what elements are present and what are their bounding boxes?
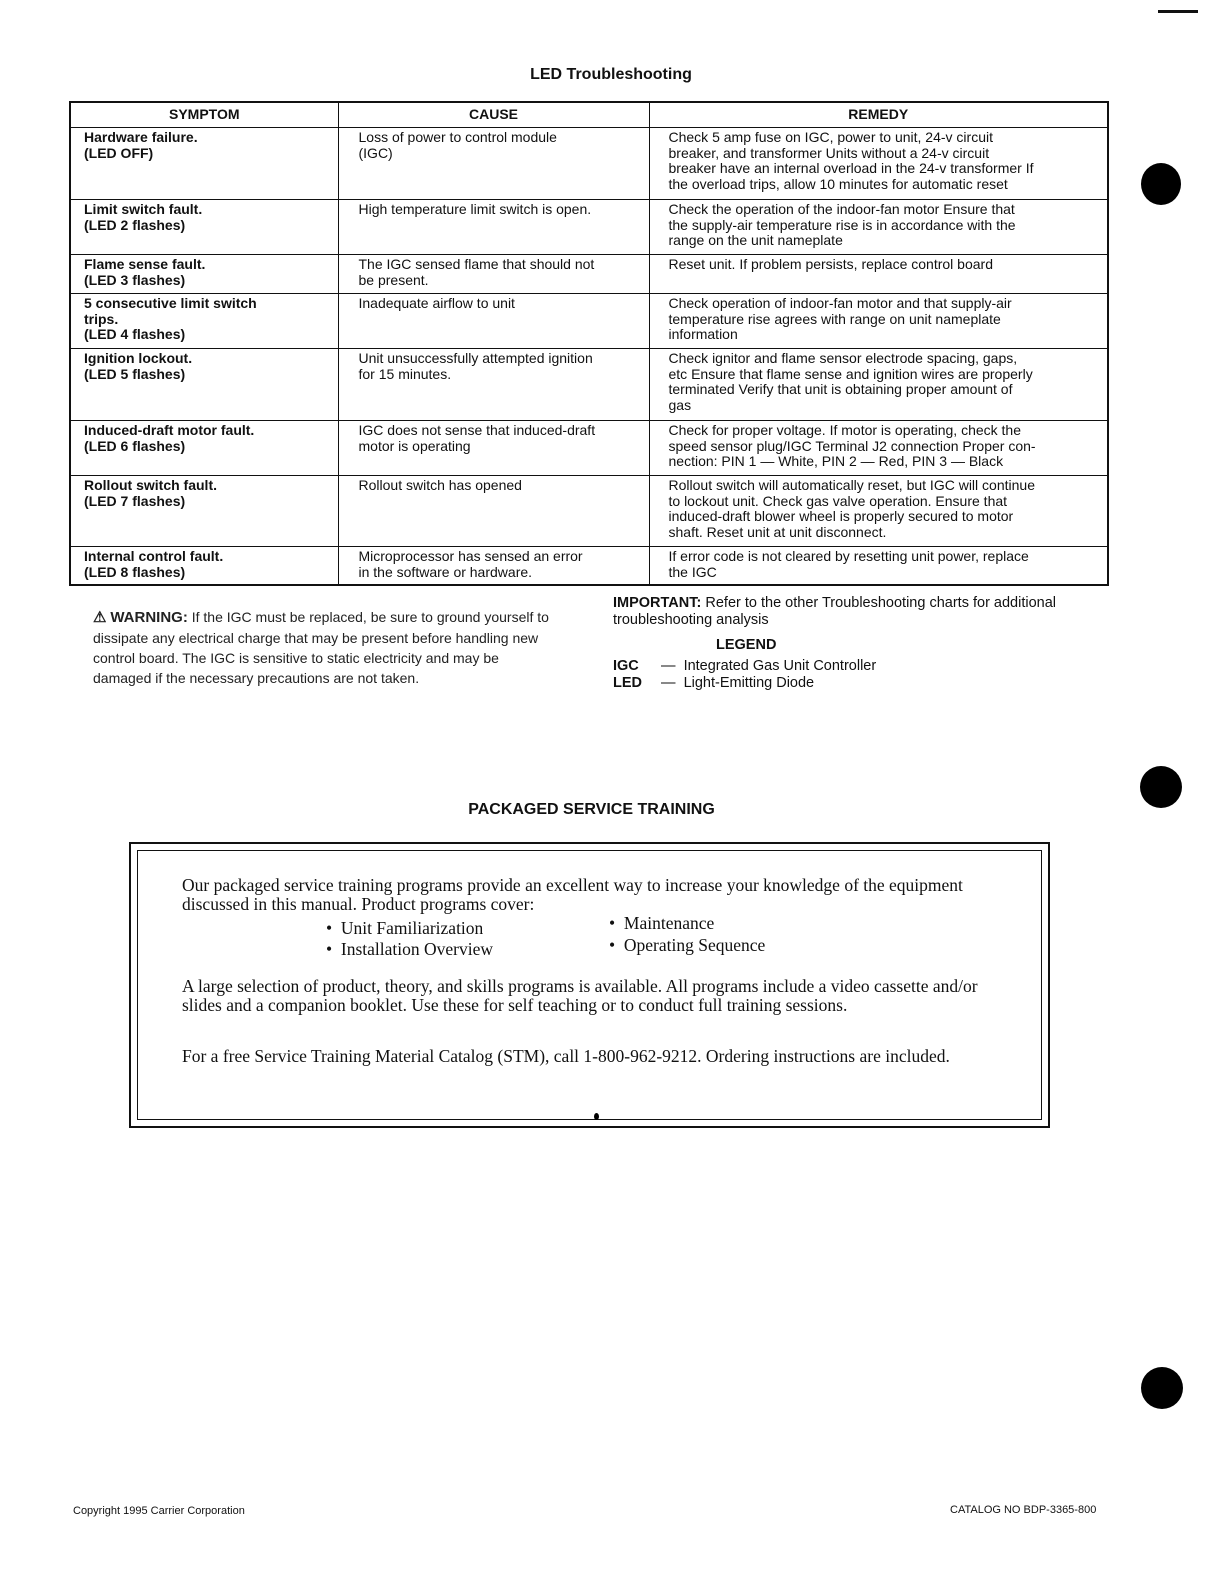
- training-paragraph: For a free Service Training Material Catalog (STM), call 1-800-962-9212. Ordering instructions are included.: [182, 1046, 950, 1066]
- remedy-cell: Check for proper voltage. If motor is operating, check the speed sensor plug/IGC Terminal J2 connection Proper con- nection: PIN 1 — White, PIN 2 — Red, PIN 3 — Black: [649, 421, 1108, 476]
- remedy-cell: Rollout switch will automatically reset, but IGC will continue to lockout unit. Check gas valve operation. Ensure that induced-draft blower wheel is properly secured to motor shaft. Reset unit at unit disconnect.: [649, 476, 1108, 547]
- legend-dash: —: [661, 675, 676, 691]
- remedy-cell: If error code is not cleared by resetting unit power, replace the IGC: [649, 547, 1108, 586]
- table-row: [70, 200, 1108, 255]
- table-row: [70, 476, 1108, 547]
- table-header-row: [70, 102, 1108, 128]
- cause-cell: IGC does not sense that induced-draft motor is operating: [338, 421, 649, 476]
- remedy-cell: Check operation of indoor-fan motor and that supply-air temperature rise agrees with range on unit nameplate information: [649, 294, 1108, 349]
- punch-hole-icon: [1141, 1367, 1183, 1409]
- cause-cell: The IGC sensed flame that should not be present.: [338, 255, 649, 294]
- symptom-cell: Ignition lockout. (LED 5 flashes): [70, 349, 338, 421]
- corner-mark: [1158, 10, 1198, 13]
- remedy-cell: Check the operation of the indoor-fan motor Ensure that the supply-air temperature rise is in accordance with the range on the unit nameplate: [649, 200, 1108, 255]
- training-title: PACKAGED SERVICE TRAINING: [468, 801, 715, 818]
- cause-cell: High temperature limit switch is open.: [338, 200, 649, 255]
- training-bullet: • Installation Overview: [326, 939, 493, 959]
- remedy-cell: Check ignitor and flame sensor electrode spacing, gaps, etc Ensure that flame sense and ignition wires are properly terminated Verify that unit is obtaining proper amount of gas: [649, 349, 1108, 421]
- remedy-cell: Reset unit. If problem persists, replace control board: [649, 255, 1108, 294]
- legend-meaning: Integrated Gas Unit Controller: [683, 658, 877, 674]
- cause-cell: Unit unsuccessfully attempted ignition for 15 minutes.: [338, 349, 649, 421]
- symptom-cell: Internal control fault. (LED 8 flashes): [70, 547, 338, 586]
- led-troubleshooting-table: [69, 101, 1109, 586]
- warning-triangle-icon: ⚠: [93, 609, 107, 626]
- symptom-cell: Hardware failure. (LED OFF): [70, 128, 338, 200]
- header-remedy: REMEDY: [649, 102, 1108, 128]
- table-row: [70, 128, 1108, 200]
- legend-item: [613, 658, 876, 674]
- remedy-cell: Check 5 amp fuse on IGC, power to unit, 24-v circuit breaker, and transformer Units without a 24-v circuit breaker have an internal overload in the 24-v transformer If the overload trips, allow 10 minutes for automatic reset: [649, 128, 1108, 200]
- punch-hole-icon: [1140, 766, 1182, 808]
- symptom-cell: Limit switch fault. (LED 2 flashes): [70, 200, 338, 255]
- training-paragraph: A large selection of product, theory, and skills programs is available. All programs include a video cassette and/or slides and a companion booklet. Use these for self teaching or to conduct full training sessions.: [182, 976, 978, 1015]
- table-row: [70, 255, 1108, 294]
- legend-title: LEGEND: [716, 637, 777, 653]
- legend-item: [613, 675, 814, 691]
- cause-cell: Loss of power to control module (IGC): [338, 128, 649, 200]
- speck-mark: [594, 1113, 599, 1120]
- punch-hole-icon: [1141, 163, 1181, 205]
- symptom-cell: Flame sense fault. (LED 3 flashes): [70, 255, 338, 294]
- training-bullet: • Maintenance: [609, 913, 715, 933]
- header-cause: CAUSE: [338, 102, 649, 128]
- warning-label: WARNING:: [110, 609, 188, 626]
- cause-cell: Rollout switch has opened: [338, 476, 649, 547]
- legend-abbr: IGC: [613, 658, 639, 674]
- symptom-cell: Induced-draft motor fault. (LED 6 flashes): [70, 421, 338, 476]
- training-bullet: • Operating Sequence: [609, 935, 766, 955]
- warning-note: [93, 607, 549, 688]
- legend-abbr: LED: [613, 675, 642, 691]
- header-symptom: SYMPTOM: [70, 102, 338, 128]
- symptom-cell: Rollout switch fault. (LED 7 flashes): [70, 476, 338, 547]
- important-label: IMPORTANT:: [613, 595, 702, 611]
- warning-text: If the IGC must be replaced, be sure to ground yourself to dissipate any electrical charge that may be present before handling new control board. The IGC is sensitive to static electricity and may be damaged if the necessary precautions are not taken.: [93, 609, 549, 686]
- symptom-cell: 5 consecutive limit switch trips. (LED 4 flashes): [70, 294, 338, 349]
- important-text: Refer to the other Troubleshooting charts for additional troubleshooting analysis: [613, 595, 1057, 628]
- table-row: [70, 294, 1108, 349]
- cause-cell: Microprocessor has sensed an error in the software or hardware.: [338, 547, 649, 586]
- legend-dash: —: [661, 658, 676, 674]
- table-row: [70, 349, 1108, 421]
- copyright-text: Copyright 1995 Carrier Corporation: [73, 1505, 245, 1517]
- training-bullet: • Unit Familiarization: [326, 918, 484, 938]
- table-row: [70, 421, 1108, 476]
- training-intro: Our packaged service training programs provide an excellent way to increase your knowledge of the equipment discussed in this manual. Product programs cover:: [182, 875, 963, 914]
- cause-cell: Inadequate airflow to unit: [338, 294, 649, 349]
- catalog-number: CATALOG NO BDP-3365-800: [950, 1504, 1097, 1516]
- page-title: LED Troubleshooting: [530, 66, 692, 83]
- table-row: [70, 547, 1108, 586]
- legend-meaning: Light-Emitting Diode: [683, 675, 815, 691]
- important-note: [613, 595, 1113, 629]
